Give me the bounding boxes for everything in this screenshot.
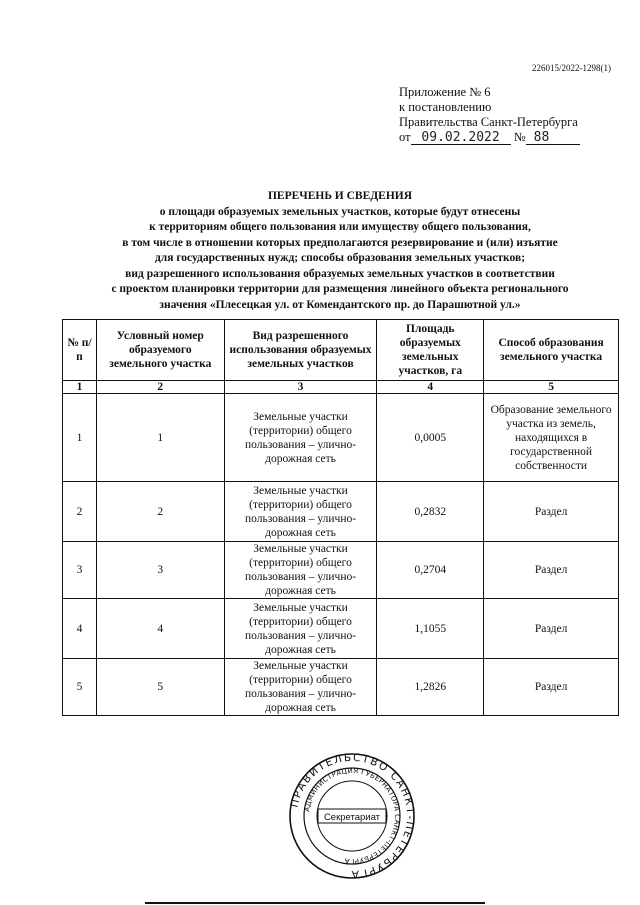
row-number: 2: [63, 482, 97, 542]
lot-number: 2: [96, 482, 224, 542]
heading-line: о площади образуемых земельных участков, которые будут отнесены: [159, 205, 521, 218]
lot-number: 4: [96, 599, 224, 659]
number-prefix: №: [513, 130, 526, 144]
formation-method: Раздел: [484, 659, 619, 716]
heading-line: в том числе в отношении которых предполагаются резервирование и (или) изъятие: [122, 236, 558, 249]
official-stamp: [288, 752, 416, 880]
appendix-reference: к постановлению: [399, 100, 492, 114]
table-row: [63, 482, 619, 542]
heading-title: ПЕРЕЧЕНЬ И СВЕДЕНИЯ: [267, 190, 413, 202]
date-prefix: от: [399, 130, 411, 144]
formation-method: Раздел: [484, 599, 619, 659]
column-number: 2: [96, 381, 224, 394]
column-header-number: № п/п: [63, 320, 97, 381]
table-row: [63, 542, 619, 599]
column-header-method: Способ образования земельного участка: [484, 320, 619, 381]
lot-number: 5: [96, 659, 224, 716]
heading-line: к территориям общего пользования или имуществу общего пользования,: [149, 221, 531, 233]
signature-line: [145, 902, 485, 904]
decree-number: 88: [526, 131, 580, 145]
permitted-use: Земельные участки (территории) общего пользования – улично-дорожная сеть: [224, 482, 377, 542]
formation-method: Образование земельного участка из земель, находящихся в государственной собственности: [484, 394, 619, 482]
permitted-use: Земельные участки (территории) общего пользования – улично-дорожная сеть: [224, 659, 377, 716]
column-number: 5: [484, 381, 619, 394]
appendix-issuer: Правительства Санкт-Петербурга: [399, 115, 578, 129]
heading-line: для государственных нужд; способы образования земельных участков;: [154, 252, 526, 264]
formation-method: Раздел: [484, 482, 619, 542]
plot-area: 0,2832: [377, 482, 484, 542]
permitted-use: Земельные участки (территории) общего пользования – улично-дорожная сеть: [224, 542, 377, 599]
document-registration-number: 226015/2022-1298(1): [532, 63, 611, 73]
land-plots-table: [62, 319, 619, 716]
column-header-use: Вид разрешенного использования образуемых земельных участков: [224, 320, 377, 381]
table-header-row: [63, 320, 619, 381]
heading-line: вид разрешенного использования образуемых земельных участков в соответствии: [125, 267, 555, 280]
row-number: 5: [63, 659, 97, 716]
document-heading: [60, 189, 620, 313]
column-number: 4: [377, 381, 484, 394]
stamp-inner-text: АДМИНИСТРАЦИЯ ГУБЕРНАТОРА САНКТ-ПЕТЕРБУРГА: [303, 766, 402, 866]
stamp-center-text: Секретариат: [323, 812, 381, 823]
column-numbers-row: [63, 381, 619, 394]
table-row: [63, 659, 619, 716]
table-row: [63, 599, 619, 659]
table-row: [63, 394, 619, 482]
column-header-lot: Условный номер образуемого земельного участка: [96, 320, 224, 381]
row-number: 1: [63, 394, 97, 482]
heading-line: с проектом планировки территории для размещения линейного объекта регионального: [111, 283, 569, 295]
formation-method: Раздел: [484, 542, 619, 599]
lot-number: 3: [96, 542, 224, 599]
heading-line: значения «Плесецкая ул. от Комендантского пр. до Парашютной ул.»: [159, 298, 521, 311]
column-number: 3: [224, 381, 377, 394]
column-header-area: Площадь образуемых земельных участков, га: [377, 320, 484, 381]
appendix-date-line: [399, 130, 580, 145]
row-number: 3: [63, 542, 97, 599]
stamp-outer-text: ПРАВИТЕЛЬСТВО САНКТ-ПЕТЕРБУРГА: [288, 752, 416, 880]
lot-number: 1: [96, 394, 224, 482]
permitted-use: Земельные участки (территории) общего пользования – улично-дорожная сеть: [224, 599, 377, 659]
plot-area: 0,2704: [377, 542, 484, 599]
row-number: 4: [63, 599, 97, 659]
plot-area: 1,1055: [377, 599, 484, 659]
appendix-block: [399, 85, 580, 145]
plot-area: 0,0005: [377, 394, 484, 482]
appendix-title: Приложение № 6: [399, 85, 491, 99]
decree-date: 09.02.2022: [411, 131, 511, 145]
column-number: 1: [63, 381, 97, 394]
plot-area: 1,2826: [377, 659, 484, 716]
permitted-use: Земельные участки (территории) общего пользования – улично-дорожная сеть: [224, 394, 377, 482]
